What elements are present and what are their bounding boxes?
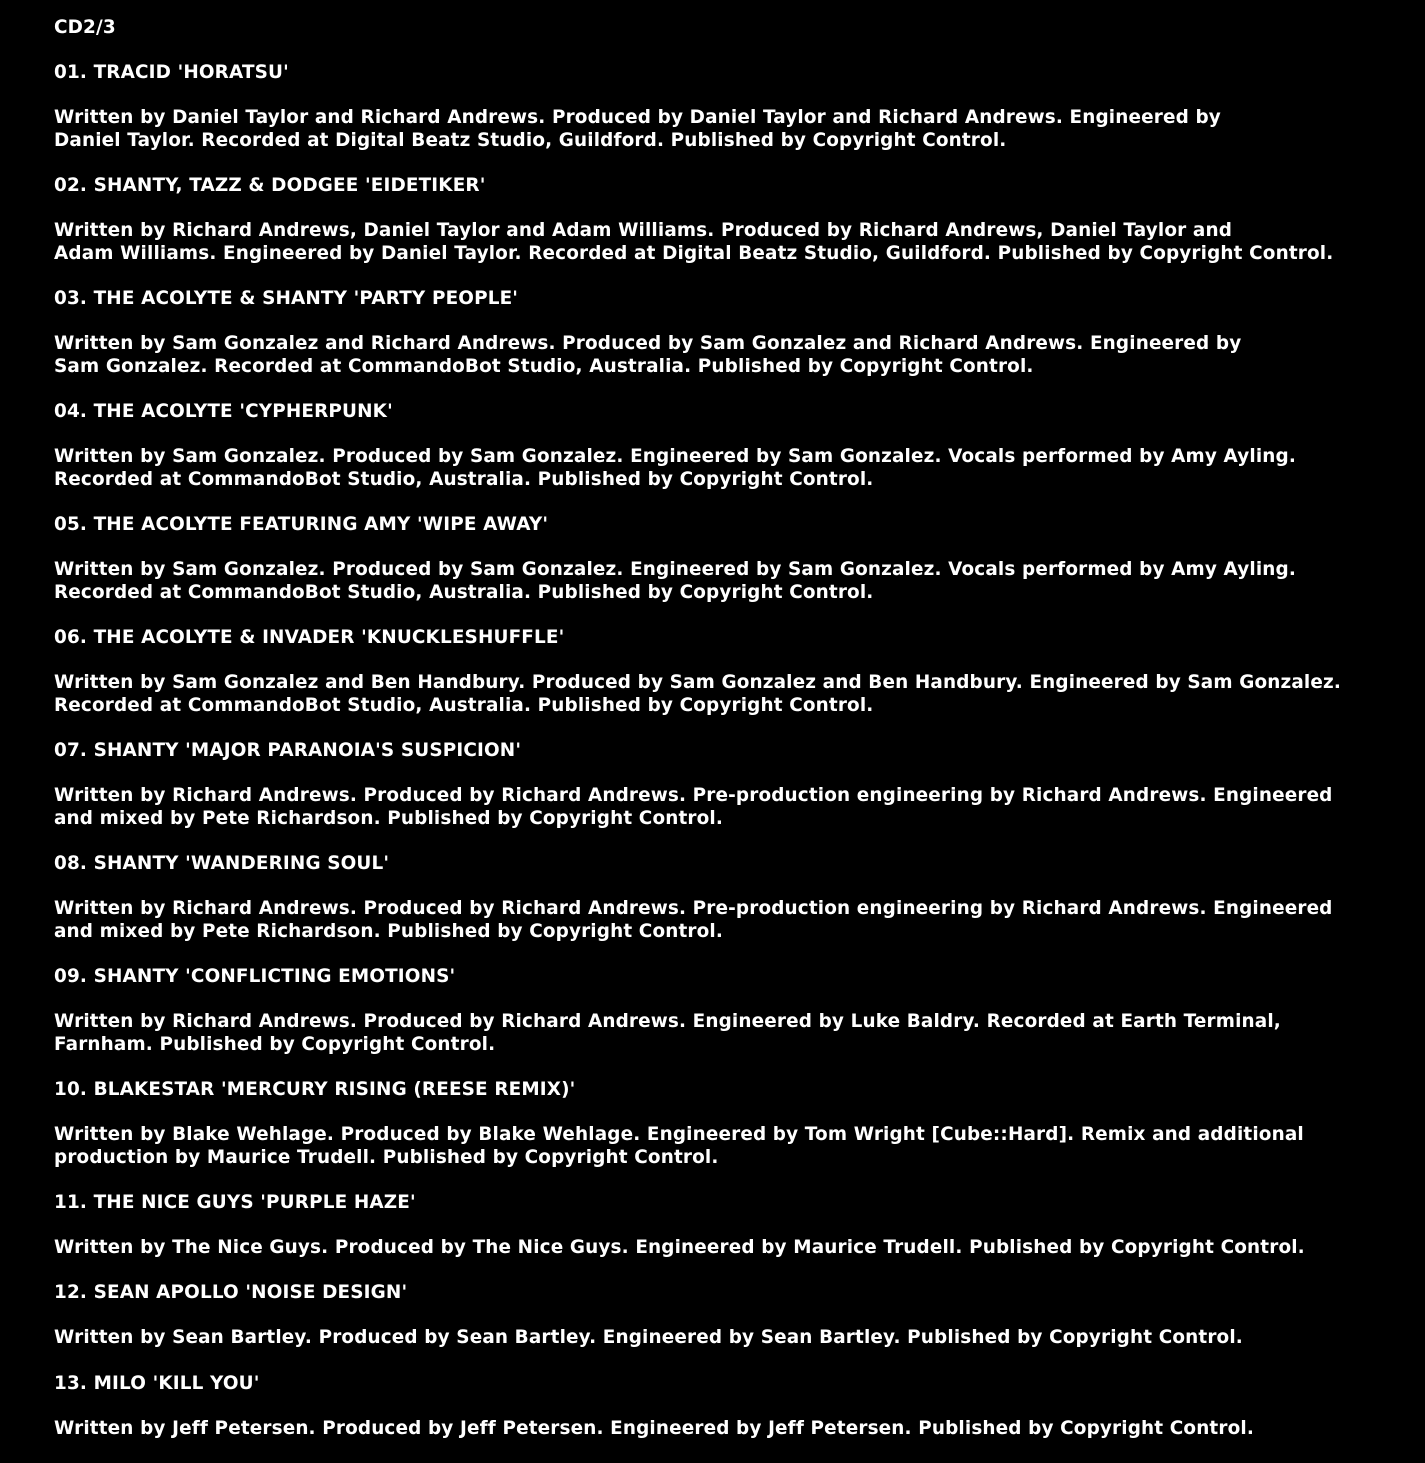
track-credits: Written by Richard Andrews. Produced by Richard Andrews. Pre-production engineering by Richard Andrews. Engineered and mixed by Pete Richardson. Published by Copyright Control. — [54, 785, 1333, 829]
track-credits: Written by The Nice Guys. Produced by The Nice Guys. Engineered by Maurice Trudell. Published by Copyright Control. — [54, 1237, 1305, 1259]
track-credits: Written by Blake Wehlage. Produced by Blake Wehlage. Engineered by Tom Wright [Cube::Hard]. Remix and additional production by Maurice Trudell. Published by Copyright Control. — [54, 1124, 1304, 1168]
track-entry — [54, 853, 1404, 943]
track-title: 08. SHANTY 'WANDERING SOUL' — [54, 852, 390, 874]
track-list — [54, 62, 1404, 1440]
track-credits: Written by Daniel Taylor and Richard Andrews. Produced by Daniel Taylor and Richard Andrews. Engineered by Daniel Taylor. Recorded at Digital Beatz Studio, Guildford. Published by Copyright Control. — [54, 107, 1221, 151]
track-entry — [54, 1079, 1404, 1169]
track-title: 07. SHANTY 'MAJOR PARANOIA'S SUSPICION' — [54, 740, 522, 761]
track-entry — [54, 1282, 1404, 1350]
track-title: 13. MILO 'KILL YOU' — [54, 1372, 260, 1394]
track-credits: Written by Sam Gonzalez and Ben Handbury. Produced by Sam Gonzalez and Ben Handbury. Engineered by Sam Gonzalez. Recorded at CommandoBot Studio, Australia. Published by Copyright Control. — [54, 672, 1341, 716]
liner-notes — [54, 17, 1404, 1463]
track-entry — [54, 740, 1404, 830]
track-credits: Written by Richard Andrews. Produced by Richard Andrews. Engineered by Luke Baldry. Recorded at Earth Terminal, Farnham. Published by Copyright Control. — [54, 1011, 1281, 1055]
track-credits: Written by Sam Gonzalez. Produced by Sam Gonzalez. Engineered by Sam Gonzalez. Vocals performed by Amy Ayling. Recorded at CommandoBot Studio, Australia. Published by Copyright Control. — [54, 559, 1296, 603]
track-entry — [54, 627, 1404, 717]
disc-label: CD2/3 — [54, 17, 116, 38]
track-title: 11. THE NICE GUYS 'PURPLE HAZE' — [54, 1191, 416, 1213]
track-entry — [54, 175, 1404, 265]
track-title: 10. BLAKESTAR 'MERCURY RISING (REESE REMIX)' — [54, 1078, 576, 1100]
track-credits: Written by Richard Andrews. Produced by Richard Andrews. Pre-production engineering by Richard Andrews. Engineered and mixed by Pete Richardson. Published by Copyright Control. — [54, 898, 1333, 942]
track-entry — [54, 966, 1404, 1056]
track-entry — [54, 1192, 1404, 1260]
track-title: 05. THE ACOLYTE FEATURING AMY 'WIPE AWAY' — [54, 514, 549, 536]
track-title: 02. SHANTY, TAZZ & DODGEE 'EIDETIKER' — [54, 175, 486, 197]
track-entry — [54, 62, 1404, 152]
track-credits: Written by Richard Andrews, Daniel Taylor and Adam Williams. Produced by Richard Andrews, Daniel Taylor and Adam Williams. Engineered by Daniel Taylor. Recorded at Digital Beatz Studio, Guildford. Published by Copyright Control. — [54, 220, 1334, 264]
track-credits: Written by Sam Gonzalez and Richard Andrews. Produced by Sam Gonzalez and Richard Andrews. Engineered by Sam Gonzalez. Recorded at CommandoBot Studio, Australia. Published by Copyright Control. — [54, 333, 1242, 377]
track-credits: Written by Jeff Petersen. Produced by Jeff Petersen. Engineered by Jeff Petersen. Published by Copyright Control. — [54, 1417, 1254, 1439]
track-entry — [54, 401, 1404, 491]
track-title: 03. THE ACOLYTE & SHANTY 'PARTY PEOPLE' — [54, 288, 519, 310]
track-entry — [54, 1373, 1404, 1441]
track-title: 12. SEAN APOLLO 'NOISE DESIGN' — [54, 1282, 408, 1304]
track-credits: Written by Sean Bartley. Produced by Sean Bartley. Engineered by Sean Bartley. Published by Copyright Control. — [54, 1327, 1243, 1349]
track-title: 01. TRACID 'HORATSU' — [54, 62, 289, 84]
track-title: 06. THE ACOLYTE & INVADER 'KNUCKLESHUFFLE' — [54, 627, 565, 649]
track-title: 04. THE ACOLYTE 'CYPHERPUNK' — [54, 401, 393, 423]
track-entry — [54, 514, 1404, 604]
track-entry — [54, 288, 1404, 378]
track-title: 09. SHANTY 'CONFLICTING EMOTIONS' — [54, 965, 456, 987]
track-credits: Written by Sam Gonzalez. Produced by Sam Gonzalez. Engineered by Sam Gonzalez. Vocals performed by Amy Ayling. Recorded at CommandoBot Studio, Australia. Published by Copyright Control. — [54, 446, 1296, 490]
